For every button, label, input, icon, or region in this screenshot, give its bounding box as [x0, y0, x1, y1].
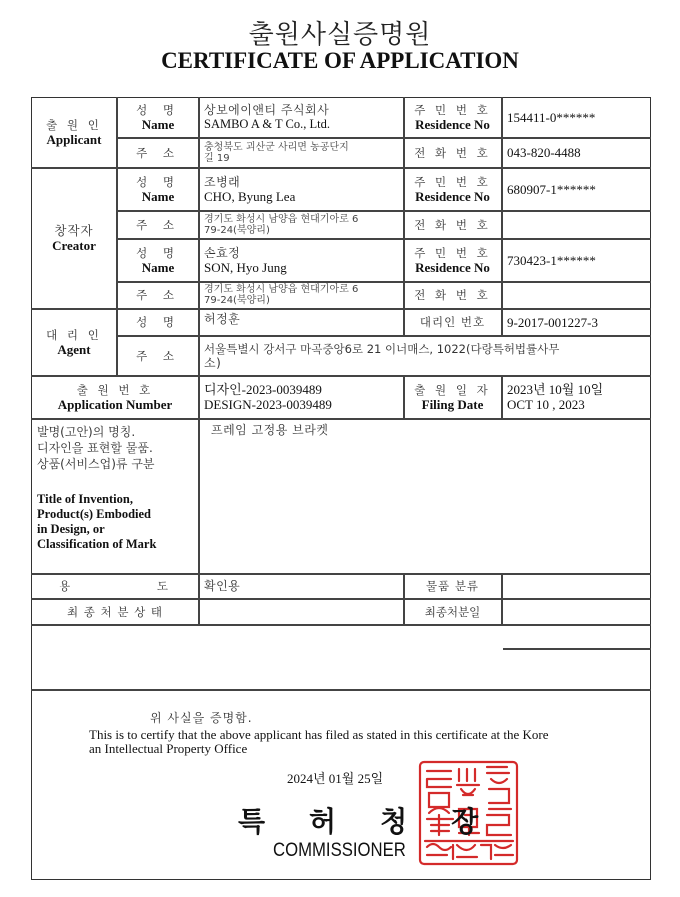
residence-label-en: Residence No	[415, 188, 490, 204]
product-class-value	[502, 574, 650, 598]
purpose-value-text: 확인용	[204, 579, 241, 593]
title-korean: 출원사실증명원	[248, 20, 432, 50]
agent-address-line2: 소)	[204, 355, 222, 370]
address-label-ko: 주 소	[136, 348, 180, 363]
final-date-label-text: 최종처분일	[424, 604, 481, 619]
agent-no-label-ko: 대리인 번호	[419, 315, 486, 329]
final-status-value	[199, 599, 403, 624]
applicant-address-line1: 충청북도 괴산군 사리면 농공단지	[204, 141, 349, 153]
agent-address-line1: 서울특별시 강서구 마곡중앙6로 21 이너매스, 1022(다랑특허법률사무	[204, 341, 560, 356]
creator-2-residence-no	[502, 239, 650, 281]
creator-2-address-line1: 경기도 화성시 남양읍 현대기아로 6	[204, 284, 359, 295]
final-status-label	[31, 599, 199, 624]
creator-1-address-label	[117, 211, 199, 238]
creator-1-address-line2: 79-24(북양리)	[204, 224, 270, 236]
applicant-address	[199, 138, 403, 167]
name-label-en: Name	[141, 188, 175, 204]
certification-statement-ko: 위 사실을 증명함.	[150, 711, 253, 725]
agent-label-en: Agent	[57, 341, 91, 357]
residence-label-en: Residence No	[415, 259, 490, 275]
applicant-residence-no	[502, 97, 650, 137]
application-number-ko: 디자인-2023-0039489	[204, 382, 322, 397]
creator-1-name	[199, 168, 403, 210]
applicant-residence-label	[404, 97, 501, 137]
applicant-label-en: Applicant	[46, 131, 102, 147]
phone-label-ko: 전 화 번 호	[414, 145, 491, 160]
phone-label-ko: 전 화 번 호	[414, 217, 491, 232]
applicant-label-ko: 출 원 인	[46, 117, 102, 132]
applicant-name	[199, 97, 403, 137]
applicant-label	[31, 97, 117, 167]
agent-name-ko: 허정훈	[204, 312, 241, 326]
applicant-phone	[502, 138, 650, 167]
agent-no	[502, 309, 650, 335]
final-status-label-text: 최 종 처 분 상 태	[67, 604, 163, 619]
creator-2-phone-label	[404, 282, 501, 308]
creator-1-name-ko: 조병래	[204, 174, 241, 189]
issue-date: 2024년 01월 25일	[287, 771, 384, 786]
agent-label	[31, 309, 117, 375]
application-number-label	[31, 376, 199, 418]
creator-1-residence-label	[404, 168, 501, 210]
title-label-ko-line: 상품(서비스업)류 구분	[37, 457, 155, 471]
agent-no-label	[404, 309, 501, 335]
title-label-ko-line: 발명(고안)의 명칭.	[37, 425, 136, 439]
applicant-name-en: SAMBO A & T Co., Ltd.	[204, 116, 330, 131]
creator-1-name-en: CHO, Byung Lea	[204, 188, 296, 204]
row-divider	[31, 624, 651, 626]
address-label-ko: 주 소	[136, 145, 180, 160]
creator-label-en: Creator	[52, 237, 96, 253]
commissioner-title-en: COMMISSIONER	[273, 840, 406, 861]
filing-date-en: OCT 10 , 2023	[507, 397, 585, 412]
agent-label-ko: 대 리 인	[46, 327, 102, 342]
creator-1-name-label	[117, 168, 199, 210]
applicant-address-label	[117, 138, 199, 167]
invention-title: 프레임 고정용 브라켓	[211, 423, 329, 437]
application-number-label-ko: 출 원 번 호	[76, 382, 154, 397]
residence-label-en: Residence No	[415, 116, 490, 132]
applicant-phone-label	[404, 138, 501, 167]
creator-2-residence-label	[404, 239, 501, 281]
product-class-label	[404, 574, 501, 598]
row-divider	[31, 689, 651, 691]
applicant-residence-value: 154411-0******	[507, 109, 596, 125]
application-number	[199, 376, 403, 418]
name-label-ko: 성 명	[136, 315, 180, 329]
title-section-label	[31, 419, 199, 573]
creator-2-name-ko: 손효정	[204, 245, 241, 260]
address-label-ko: 주 소	[136, 288, 180, 302]
certification-statement-en-line1: This is to certify that the above applicant has filed as stated in this certificate at the Kore	[89, 727, 549, 742]
final-date-value	[502, 599, 650, 624]
creator-2-residence-value: 730423-1******	[507, 252, 596, 268]
creator-1-residence-value: 680907-1******	[507, 181, 596, 197]
creator-1-address-line1: 경기도 화성시 남양읍 현대기아로 6	[204, 213, 359, 225]
title-label-en-line: in Design, or	[37, 522, 105, 536]
applicant-address-line2: 길 19	[204, 152, 230, 164]
applicant-name-label	[117, 97, 199, 137]
agent-address	[199, 336, 650, 375]
title-label-en-line: Title of Invention,	[37, 492, 133, 506]
certification-statement-en	[89, 728, 609, 756]
agent-address-label	[117, 336, 199, 375]
creator-label-ko: 창작자	[54, 222, 94, 238]
name-label-ko: 성 명	[136, 102, 180, 117]
filing-date-label-en: Filing Date	[421, 396, 484, 412]
creator-1-phone	[502, 211, 650, 238]
purpose-value	[199, 574, 403, 598]
certification-statement-en-line2: an Intellectual Property Office	[89, 741, 248, 756]
phone-label-ko: 전 화 번 호	[414, 288, 491, 302]
creator-2-address-label	[117, 282, 199, 308]
filing-date-label-ko: 출 원 일 자	[414, 382, 491, 397]
purpose-label-right: 도	[156, 579, 171, 593]
creator-2-name-en: SON, Hyo Jung	[204, 259, 287, 275]
product-class-label-text: 물품 분류	[425, 579, 480, 593]
filing-date-ko: 2023년 10월 10일	[507, 382, 604, 397]
creator-1-phone-label	[404, 211, 501, 238]
filing-date	[502, 376, 650, 418]
address-label-ko: 주 소	[136, 217, 180, 232]
creator-2-phone	[502, 282, 650, 308]
signature-line	[503, 648, 651, 650]
title-label-en-line: Product(s) Embodied	[37, 507, 152, 521]
title-label-en-line: Classification of Mark	[37, 537, 157, 551]
title-label-ko-line: 디자인을 표현할 물품.	[37, 441, 153, 455]
application-number-label-en: Application Number	[57, 396, 173, 412]
applicant-name-ko: 상보에이앤티 주식회사	[204, 102, 330, 117]
creator-1-residence-no	[502, 168, 650, 210]
agent-no-value: 9-2017-001227-3	[507, 314, 598, 330]
agent-name	[199, 309, 403, 335]
creator-2-address-line2: 79-24(북양리)	[204, 295, 270, 306]
application-number-en: DESIGN-2023-0039489	[204, 397, 332, 412]
final-date-label	[404, 599, 501, 624]
residence-label-ko: 주 민 번 호	[414, 102, 491, 117]
name-label-en: Name	[141, 259, 175, 275]
title-section-value	[199, 419, 650, 573]
name-label-ko: 성 명	[136, 245, 180, 260]
filing-date-label	[404, 376, 501, 418]
purpose-label-left: 용	[59, 579, 74, 593]
name-label-ko: 성 명	[136, 174, 180, 189]
creator-2-address	[199, 282, 403, 308]
name-label-en: Name	[141, 116, 175, 132]
title-english: CERTIFICATE OF APPLICATION	[161, 48, 519, 73]
residence-label-ko: 주 민 번 호	[414, 174, 491, 189]
creator-2-name	[199, 239, 403, 281]
agent-name-label	[117, 309, 199, 335]
residence-label-ko: 주 민 번 호	[414, 245, 491, 260]
commissioner-title-ko: 특허청장	[238, 805, 523, 838]
applicant-phone-value: 043-820-4488	[507, 145, 581, 160]
creator-1-address	[199, 211, 403, 238]
creator-label	[31, 168, 117, 308]
purpose-label	[31, 574, 199, 598]
creator-2-name-label	[117, 239, 199, 281]
